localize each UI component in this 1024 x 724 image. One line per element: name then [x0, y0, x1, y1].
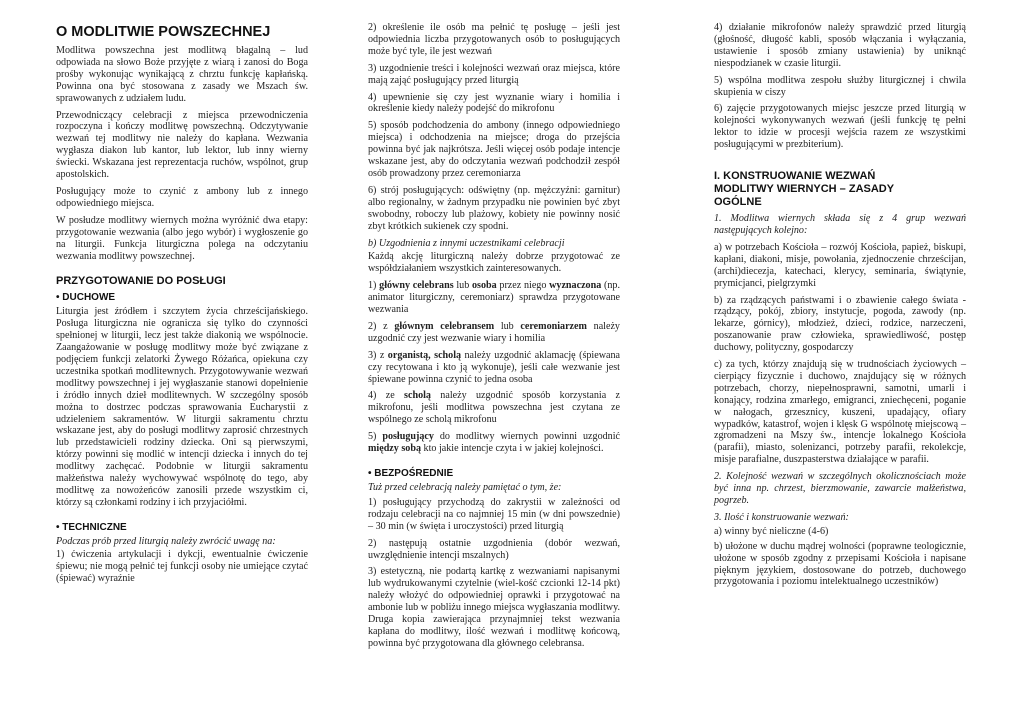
list-item: 2) z głównym celebransem lub ceremoniarzem należy uzgodnić czy jest wezwanie wiary i homilia [368, 320, 620, 344]
paragraph-italic: Tuż przed celebracją należy pamiętać o tym, że: [368, 482, 562, 493]
subheading-direct: • BEZPOŚREDNIE [368, 468, 454, 479]
paragraph-italic: 3. Ilość i konstruowanie wezwań: [714, 511, 849, 523]
paragraph-italic: 1. Modlitwa wiernych składa się z 4 grup wezwań następujących kolejno: [714, 213, 966, 236]
list-item: 1) główny celebrans lub osoba przez niego wyznaczona (np. animator liturgiczny, ceremoniarz) sprawdza przygotowane wezwania [368, 280, 620, 316]
paragraph: Posługujący może to czynić z ambony lub z innego odpowiedniego miejsca. [56, 185, 308, 209]
list-item: 5) sposób podchodzenia do ambony (innego odpowiedniego miejsca) i odchodzenia na miejsce; droga do przejścia powinna być jak najkrótsza. Jeśli więcej osób podaje intencje wskazane jest, aby do odczytania wezwań podchodził zespół osób prowadzony przez ceremoniarza [368, 120, 620, 179]
paragraph-italic: Podczas prób przed liturgią należy zwrócić uwagę na: [56, 535, 276, 547]
section-heading-preparation: PRZYGOTOWANIE DO POSŁUGI [56, 275, 226, 288]
paragraph: Każdą akcję liturgiczną należy dobrze przygotować ze współdziałaniem wszystkich zainteresowanych. [368, 251, 620, 275]
list-item: 1) posługujący przychodzą do zakrystii w zależności od rodzaju celebracji na co najmniej 15 min (w dni powszednie) – 30 min (w święta i uroczystości) przed liturgią [368, 496, 620, 532]
list-item: b) za rządzących państwami i o zbawienie całego świata - rządzący, pokój, zbiory, instytucje, pogoda, zawody (np. lekarze, górnicy), młodzież, dzieci, rodzice, narzeczeni, poszanowanie praw człowieka, sprawiedliwość, postęp duchowy, polityczny, gospodarczy [714, 294, 966, 354]
list-item: a) w potrzebach Kościoła – rozwój Kościoła, papież, biskupi, kapłani, diakoni, misje, powołania, zjednoczenie chrześcijan, (archi)diecezja, katechaci, klerycy, seminaria, świątynie, prymicjanci, pielgrzymki [714, 241, 966, 289]
column-left [56, 24, 308, 589]
list-item: c) za tych, którzy znajdują się w trudnościach życiowych – cierpiący fizycznie i duchowo, znajdujący się w różnych potrzebach, chorzy, niepełnosprawni, samotni, umarli i konający, rodzina zmarłego, emigranci, zniechęceni, poganie w nałogach, grzesznicy, kuszeni, upadający, ofiary wypadków, katastrof, wojen i klęsk G wspólnotę miejscową – zgromadzeni na Mszy św., intencje lokalnego Kościoła (parafii), miasto, solenizanci, potrzeby parafii, rekolekcje, misje parafialne, duszpasterstwa działające w parafii. [714, 359, 966, 466]
main-title: O MODLITWIE POWSZECHNEJ [56, 24, 271, 40]
section-heading-construction: I. KONSTRUOWANIE WEZWAŃ MODLITWY WIERNYCH – ZASADY OGÓLNE [714, 170, 894, 209]
list-item: 4) upewnienie się czy jest wyznanie wiary i homilia i określenie kiedy należy podejść do mikrofonu [368, 91, 620, 115]
subheading-spiritual: • DUCHOWE [56, 292, 116, 304]
list-item: a) winny być nieliczne (4-6) [714, 525, 829, 537]
column-middle [368, 22, 620, 655]
list-item: 3) z organistą, scholą należy uzgodnić aklamację (śpiewana czy recytowana i kto ją wykonuje), jeśli całe wezwanie jest śpiewane powinna czynić to jedna osoba [368, 349, 620, 385]
paragraph: Przewodniczący celebracji z miejsca przewodniczenia rozpoczyna i kończy modlitwę powszechną. Odczytywanie wezwań tej modlitwy nie należy do kapłana. Wezwania wygłasza diakon lub kantor, lub lektor, lub inny wierny świecki. Wskazana jest reprezentacja ruchów, wspólnot, grup apostolskich. [56, 109, 308, 181]
list-item: 6) zajęcie przygotowanych miejsc jeszcze przed liturgią w kolejności wykonywanych wezwań (jeśli funkcję tę pełni lektor to idzie w procesji wejścia razem ze wszystkimi posługującymi w prezbiterium). [714, 103, 966, 151]
list-item: 4) działanie mikrofonów należy sprawdzić przed liturgią (głośność, długość kabli, sposób włączania i wyłączania, ustawienie i sposób zmiany ustawienia) by uniknąć niespodzianek w czasie liturgii. [714, 22, 966, 69]
list-item: b) ułożone w duchu mądrej wolności (poprawne teologicznie, ułożone w sposób zgodny z przepisami Kościoła i napisane pięknym językiem, dostosowane do potrzeb, duchowego przygotowania i poziomu intelektualnego uczestników) [714, 540, 966, 588]
list-item: 6) strój posługujących: odświętny (np. mężczyźni: garnitur) albo regionalny, w żadnym przypadku nie powinien być zbyt swobodny, roboczy lub plażowy, kobiety nie powinny nosić zbyt krótkich sukienek czy spodni. [368, 184, 620, 232]
list-item: 2) określenie ile osób ma pełnić tę posługę – jeśli jest odpowiednia liczba przygotowanych osób to posługujących może być tyle, ile jest wezwań [368, 22, 620, 57]
list-item: 5) wspólna modlitwa zespołu służby liturgicznej i chwila skupienia w ciszy [714, 74, 966, 98]
subheading-technical: • TECHNICZNE [56, 521, 127, 533]
list-item: 4) ze scholą należy uzgodnić sposób korzystania z mikrofonu, jeśli modlitwa powszechna jest czytana ze wspólnego ze scholą mikrofonu [368, 390, 620, 426]
paragraph: Modlitwa powszechna jest modlitwą błagalną – lud odpowiada na słowo Boże przyjęte z wiarą i zanosi do Boga prośby wykonując wynikającą z chrztu funkcję kapłańską. Powinna ona być stosowana z zasady we Mszach św. sprawowanych z udziałem ludu. [56, 45, 308, 104]
paragraph: W posłudze modlitwy wiernych można wyróżnić dwa etapy: przygotowanie wezwania (albo jego wybór) i wygłoszenie go na liturgii. Funkcja liturgiczna polega na odczytaniu wezwania modlitwy powszechnej. [56, 214, 308, 262]
list-item: 5) posługujący do modlitwy wiernych powinni uzgodnić między sobą kto jakie intencje czyta i w jakiej kolejności. [368, 431, 620, 455]
paragraph: Liturgia jest źródłem i szczytem życia chrześcijańskiego. Posługa liturgiczna nie ogranicza się tylko do czynności spełnionej w liturgii, lecz jest także diakonią we wspólnocie. Zaangażowanie w posługę modlitwy może być związane z podjęciem funkcji zelatorki Żywego Różańca, opiekuna czy uczestnika spotkań modlitewnych. Przygotowywanie wezwań modlitwy powszechnej i jej wygłaszanie stanowi dopełnienie i źródło innych dzieł modlitewnych. W szczególny sposób można to dostrzec podczas sprawowania Eucharystii z udzieleniem sakramentów. W liturgii sakramentu chrztu wskazane jest, aby do posługi modlitwy zaprosić chrzestnych lub przedstawicieli rodziny dziecka. Oni są pierwszymi, którzy powinni się modlić w intencji dziecka i innych do tej modlitwy zachęcać. Podobnie w liturgii sakramentu małżeństwa należy wychowywać wspólnotę do tego, aby modlitwę za nowożeńców zanosili przede wszystkim ci, którzy są członkami rodziny i ich przyjaciółmi. [56, 306, 308, 508]
list-item: 3) estetyczną, nie podartą kartkę z wezwaniami napisanymi lub wydrukowanymi czytelnie (wiel-kość czcionki 12-14 pkt) należy włożyć do odpowiedniej oprawki i przygotować na ambonie lub w pobliżu innego miejsca wygłaszania modlitwy. Druga kopia zawierająca przynajmniej tekst wezwania kapłana do modlitwy, ilość wezwań i modlitwę końcową, powinna być przygotowana dla głównego celebransa. [368, 566, 620, 649]
list-item: 1) ćwiczenia artykulacji i dykcji, ewentualnie ćwiczenie śpiewu; nie mogą pełnić tej funkcji osoby nie umiejące czytać (śpiewać) wyraźnie [56, 548, 308, 584]
subsection-heading: b) Uzgodnienia z innymi uczestnikami celebracji [368, 237, 565, 249]
paragraph-italic: 2. Kolejność wezwań w szczególnych okolicznościach może być inna np. chrzest, bierzmowanie, zawarcie małżeństwa, pogrzeb. [714, 471, 966, 506]
list-item: 2) następują ostatnie uzgodnienia (dobór wezwań, uwzględnienie intencji mszalnych) [368, 537, 620, 561]
column-right [714, 22, 966, 593]
list-item: 3) uzgodnienie treści i kolejności wezwań oraz miejsca, które mają zająć posługujący przed liturgią [368, 62, 620, 86]
